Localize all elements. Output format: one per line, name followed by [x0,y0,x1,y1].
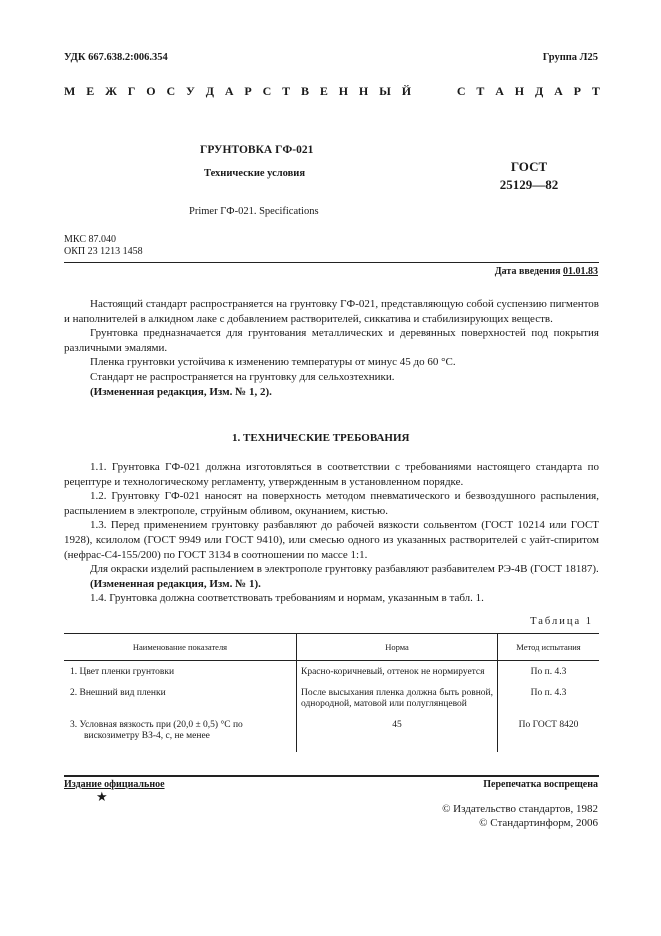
method-cell: По п. 4.3 [498,688,600,720]
paragraph: Пленка грунтовки устойчива к изменению температуры от минус 45 до 60 °С. [90,356,456,369]
heading-letter: Н [514,84,525,98]
heading-letter: А [495,84,504,98]
table-header-row [64,634,599,661]
paragraph: 1.3. Перед применением грунтовку разбавляют до рабочей вязкости сольвентом (ГОСТ 10214 или ГОСТ 1928), ксилолом (ГОСТ 9949 или ГОСТ 9410), или смесью одного из указанных растворителей с уайт-спиритом (нефрас-С4-155/200) по ГОСТ 3134 в соотношении по массе 1:1. [64,519,599,561]
requirements-table [64,633,599,752]
heading-letter: Р [573,84,581,98]
norm-cell: 45 [297,720,498,752]
amendment-note: (Измененная редакция, Изм. № 1, 2). [90,385,272,398]
norm-cell: После высыхания пленка должна быть ровной, однородной, матовой или полуглянцевой [297,688,498,720]
introduction-date-value: 01.01.83 [563,266,598,277]
footer-divider [64,775,599,777]
intro-text [64,297,599,399]
heading-letter: Г [127,84,136,98]
section-heading: 1. ТЕХНИЧЕСКИЕ ТРЕБОВАНИЯ [232,432,410,444]
star-icon: ★ [96,789,108,804]
paragraph: 1.1. Грунтовка ГФ-021 должна изготовляться в соответствии с требованиями настоящего стандарта по рецептуре и технологическому регламенту, утвержденным в установленном порядке. [64,461,599,488]
heading-letter: М [64,84,76,98]
okp-code: ОКП 23 1213 1458 [64,246,143,257]
heading-letter: С [262,84,272,98]
gost-designation [484,158,574,194]
gost-number: 25129—82 [499,177,559,192]
copyright-block [442,802,598,830]
introduction-date-label: Дата введения [494,266,561,277]
heading-letter: Т [282,84,291,98]
heading-letter: Н [338,84,349,98]
indicator-cell: 3. Условная вязкость при (20,0 ± 0,5) °С по вискозиметру ВЗ-4, с, не менее [70,720,243,741]
heading-letter: Е [86,84,95,98]
column-header: Метод испытания [498,634,600,661]
heading-letter: У [186,84,195,98]
heading-letter: Ы [379,84,391,98]
table-label: Таблица 1 [530,616,593,627]
heading-letter: С [166,84,176,98]
paragraph: Стандарт не распространяется на грунтовку для сельхозтехники. [90,370,395,383]
paragraph: 1.2. Грунтовку ГФ-021 наносят на поверхность методом пневматического и безвоздушного распыления, распылением в электрополе, струйным обливом, окунанием, кистью. [64,490,599,517]
mks-code: МКС 87.040 [64,234,116,245]
heading-letter: Т [476,84,485,98]
amendment-note: (Измененная редакция, Изм. № 1). [90,577,261,590]
table-row [64,720,599,752]
classification-codes [64,234,143,258]
paragraph: Для окраски изделий распылением в электрополе грунтовку разбавляют разбавителем РЭ-4В (ГОСТ 18187). [90,563,599,576]
indicator-cell: 2. Внешний вид пленки [70,688,166,698]
heading-letter: Н [358,84,369,98]
document-title: ГРУНТОВКА ГФ-021 [200,144,314,156]
heading-letter: О [146,84,156,98]
heading-letter: Д [205,84,214,98]
group-code: Группа Л25 [542,52,598,63]
gost-label: ГОСТ [510,159,548,174]
indicator-cell: 1. Цвет пленки грунтовки [70,667,175,677]
heading-letter: Р [244,84,252,98]
heading-letter: Е [319,84,328,98]
paragraph: 1.4. Грунтовка должна соответствовать требованиям и нормам, указанным в табл. 1. [90,592,484,605]
copyright-line: © Издательство стандартов, 1982 [442,803,598,815]
heading-word-gap [422,84,446,99]
column-header: Наименование показателя [64,634,297,661]
heading-letter: А [224,84,234,98]
introduction-date [495,266,598,277]
norm-cell: Красно-коричневый, оттенок не нормируется [297,661,498,689]
english-title: Primer ГФ-021. Specifications [189,206,319,217]
heading-letter: Д [534,84,544,98]
table-row [64,688,599,720]
document-subtitle: Технические условия [204,168,306,179]
paragraph: Настоящий стандарт распространяется на грунтовку ГФ-021, представляющую собой суспензию пигментов и наполнителей в алкидном лаке с добавлением растворителей, сиккатива и стабилизирующих веществ. [64,298,599,325]
reprint-prohibited-label: Перепечатка воспрещена [483,779,598,790]
paragraph: Грунтовка предназначается для грунтования металлических и деревянных поверхностей под покрытия различными эмалями. [64,327,599,354]
official-edition-label: Издание официальное [64,779,165,790]
heading-letter: Й [401,84,412,98]
udk-code: УДК 667.638.2:006.354 [64,52,168,63]
method-cell: По ГОСТ 8420 [498,720,600,752]
copyright-line: © Стандартинформ, 2006 [479,817,598,829]
method-cell: По п. 4.3 [498,661,600,689]
heading-letter: В [300,84,309,98]
divider [64,262,599,263]
heading-letter: Ж [105,84,117,98]
column-header: Норма [297,634,498,661]
standard-type-heading [64,84,600,99]
heading-letter: С [456,84,466,98]
table-row [64,661,599,689]
section-text [64,460,599,606]
heading-letter: Т [591,84,600,98]
heading-letter: А [554,84,563,98]
